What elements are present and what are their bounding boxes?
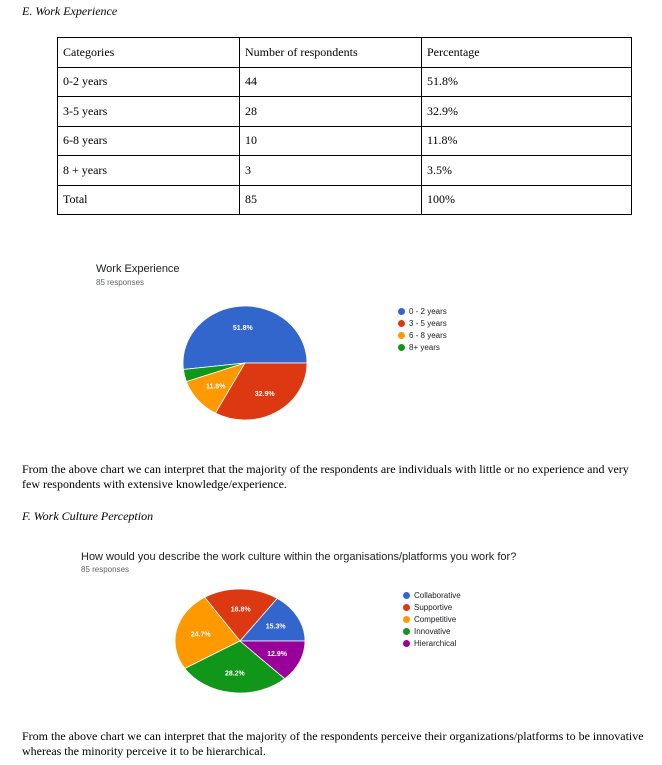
legend-label: 3 - 5 years [409,318,447,328]
legend-item [403,625,461,637]
chart-title: How would you describe the work culture within the organisations/platforms you work for? [81,551,517,563]
legend-swatch [398,344,405,351]
table-cell: Total [58,185,240,215]
table-header-cell: Number of respondents [240,38,422,68]
legend-swatch [403,604,410,611]
work-experience-pie-chart [170,298,320,428]
pie-data-label: 24.7% [190,631,211,639]
pie-data-label: 15.3% [265,623,286,631]
work-experience-legend [398,305,447,353]
work-culture-pie-chart [163,585,318,697]
work-culture-legend [403,589,461,649]
table-cell: 51.8% [422,67,632,97]
table-row [58,67,632,97]
table-row [58,185,632,215]
table-cell: 28 [240,97,422,127]
table-cell: 3 [240,156,422,186]
legend-item [398,329,447,341]
legend-item [403,637,461,649]
pie-data-label: 32.9% [254,390,275,398]
legend-item [403,589,461,601]
pie-data-label: 11.8% [205,383,226,391]
table-cell: 3-5 years [58,97,240,127]
table-cell: 44 [240,67,422,97]
interpretation-paragraph: From the above chart we can interpret that the majority of the respondents perceive their organizations/platforms to be innovative whereas the minority perceive it to be hierarchical. [22,729,644,758]
legend-label: 6 - 8 years [409,330,447,340]
chart-subtitle: 85 responses [96,278,145,287]
chart-subtitle: 85 responses [81,565,130,574]
legend-label: Collaborative [414,590,461,600]
table-row [58,97,632,127]
legend-label: 0 - 2 years [409,306,447,316]
pie-data-label: 28.2% [224,670,245,678]
legend-item [403,601,461,613]
chart-title: Work Experience [96,263,180,275]
pie-slice-0-2-years [183,306,307,369]
legend-swatch [403,628,410,635]
table-row [58,126,632,156]
pie-data-label: 51.8% [232,325,253,333]
legend-item [398,305,447,317]
table-cell: 8 + years [58,156,240,186]
legend-item [398,317,447,329]
legend-swatch [403,616,410,623]
table-cell: 32.9% [422,97,632,127]
table-cell: 85 [240,185,422,215]
legend-label: Hierarchical [414,638,457,648]
table-header-cell: Percentage [422,38,632,68]
table-header-cell: Categories [58,38,240,68]
legend-item [398,341,447,353]
table-cell: 0-2 years [58,67,240,97]
legend-label: Innovative [414,626,451,636]
legend-swatch [398,332,405,339]
table-cell: 10 [240,126,422,156]
legend-label: 8+ years [409,342,440,352]
table-header-row [58,38,632,68]
table-cell: 6-8 years [58,126,240,156]
work-experience-table [57,37,632,215]
legend-swatch [398,320,405,327]
legend-swatch [403,640,410,647]
section-heading-work-culture: F. Work Culture Perception [22,509,154,523]
legend-swatch [398,308,405,315]
pie-data-label: 12.9% [267,651,287,659]
legend-label: Supportive [414,602,453,612]
table-cell: 100% [422,185,632,215]
table-row [58,156,632,186]
legend-label: Competitive [414,614,457,624]
pie-data-label: 18.8% [230,606,251,614]
table-cell: 3.5% [422,156,632,186]
table-cell: 11.8% [422,126,632,156]
legend-item [403,613,461,625]
interpretation-paragraph: From the above chart we can interpret that the majority of the respondents are individuals with little or no experience and very few respondents with extensive knowledge/experience. [22,462,629,491]
legend-swatch [403,592,410,599]
section-heading-work-experience: E. Work Experience [22,4,118,18]
